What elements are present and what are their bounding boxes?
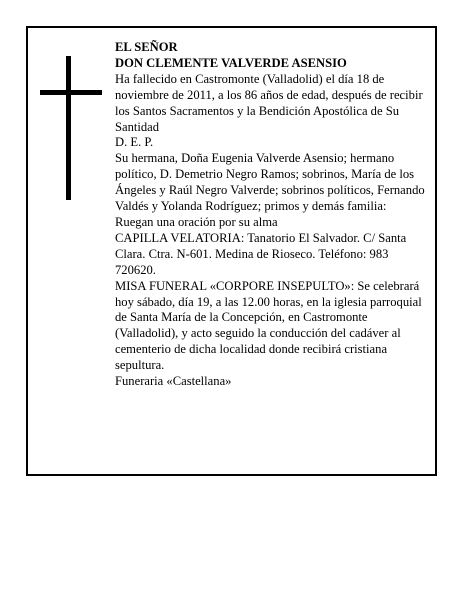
funeral-mass-info: MISA FUNERAL «CORPORE INSEPULTO»: Se celebrará hoy sábado, día 19, a las 12.00 horas, en la iglesia parroquial de Santa María de la Concepción, en Castromonte (Valladolid), y acto seguido la conducción del cadáver al cementerio de dicha localidad donde recibirá cristiana sepultura. — [115, 278, 422, 373]
funeral-home: Funeraria «Castellana» — [115, 374, 232, 389]
deceased-name: DON CLEMENTE VALVERDE ASENSIO — [115, 55, 347, 70]
cross-vertical-bar — [66, 56, 71, 200]
dep-line: D. E. P. — [115, 135, 154, 150]
obituary-text — [115, 40, 431, 390]
death-announcement: Ha fallecido en Castromonte (Valladolid) el día 18 de noviembre de 2011, a los 86 años de edad, después de recibir los Santos Sacramentos y la Bendición Apostólica de Su Santidad — [115, 71, 423, 134]
obituary-notice — [26, 26, 437, 476]
chapel-info: CAPILLA VELATORIA: Tanatorio El Salvador. C/ Santa Clara. Ctra. N-601. Medina de Rioseco. Teléfono: 983 720620. — [115, 230, 407, 277]
prayer-request: Ruegan una oración por su alma — [115, 214, 278, 229]
cross-horizontal-bar — [40, 90, 102, 95]
family-list: Su hermana, Doña Eugenia Valverde Asensio; hermano político, D. Demetrio Negro Ramos; sobrinos, María de los Ángeles y Raúl Negro Valverde; sobrinos políticos, Fernando Valdés y Yolanda Rodríguez; primos y demás familia: — [115, 151, 425, 214]
latin-cross-icon — [40, 56, 102, 200]
deceased-title: EL SEÑOR — [115, 40, 178, 54]
